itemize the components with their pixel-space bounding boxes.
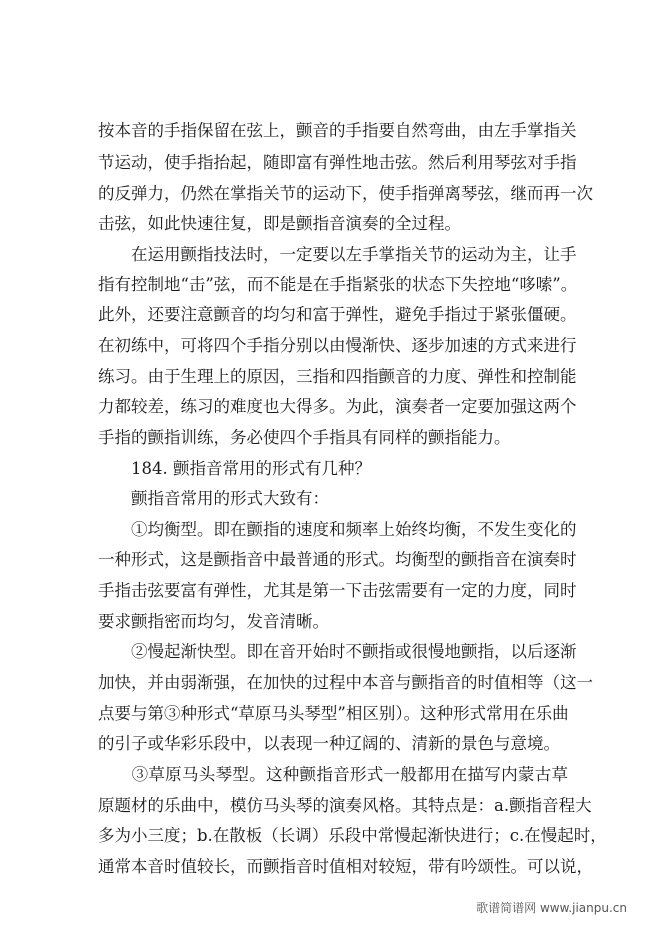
watermark: 歌谱简谱网 www.jianpu.cn (476, 901, 627, 915)
text-line: 在初练中，可将四个手指分别以由慢渐快、逐步加速的方式来进行 (98, 336, 577, 355)
text-line: 通常本音时值较长，而颤指音时值相对较短，带有吟颂性。可以说， (98, 857, 593, 876)
text-line: 练习。由于生理上的原因，三指和四指颤音的力度、弹性和控制能 (98, 367, 577, 386)
text-line: ①均衡型。即在颤指的速度和频率上始终均衡，不发生变化的 (98, 520, 577, 539)
text-line: 一种形式，这是颤指音中最普通的形式。均衡型的颤指音在演奏时 (98, 550, 577, 569)
text-line: 点要与第③种形式“草原马头琴型”相区别）。这种形式常用在乐曲 (98, 704, 569, 723)
text-line: 此外，还要注意颤音的均匀和富于弹性，避免手指过于紧张僵硬。 (98, 305, 577, 324)
text-line: 指有控制地“击”弦，而不能是在手指紧张的状态下失控地“哆嗦”。 (98, 275, 578, 294)
text-line: 颤指音常用的形式大致有： (98, 489, 329, 508)
text-line: ③草原马头琴型。这种颤指音形式一般都用在描写内蒙古草 (98, 765, 568, 784)
text-line: 要求颤指密而均匀，发音清晰。 (98, 612, 329, 631)
text-line: 手指击弦要富有弹性，尤其是第一下击弦需要有一定的力度，同时 (98, 581, 577, 600)
text-line: ②慢起渐快型。即在音开始时不颤指或很慢地颤指，以后逐渐 (98, 642, 577, 661)
text-line: 按本音的手指保留在弦上，颤音的手指要自然弯曲，由左手掌指关 (98, 121, 577, 140)
section-heading: 184. 颤指音常用的形式有几种？ (98, 459, 371, 478)
text-line: 的引子或华彩乐段中，以表现一种辽阔的、清新的景色与意境。 (98, 734, 560, 753)
text-line: 加快，并由弱渐强，在加快的过程中本音与颤指音的时值相等（这一 (98, 673, 593, 692)
text-line: 在运用颤指技法时，一定要以左手掌指关节的运动为主，让手 (98, 245, 577, 264)
text-line: 力都较差，练习的难度也大得多。为此，演奏者一定要加强这两个 (98, 397, 577, 416)
text-line: 手指的颤指训练，务必使四个手指具有同样的颤指能力。 (98, 428, 511, 447)
text-line: 节运动，使手指抬起，随即富有弹性地击弦。然后利用琴弦对手指 (98, 153, 577, 172)
text-line: 击弦，如此快速往复，即是颤指音演奏的全过程。 (98, 214, 461, 233)
text-line: 原题材的乐曲中，模仿马头琴的演奏风格。其特点是：a.颤指音程大 (98, 796, 592, 815)
text-line: 多为小三度；b.在散板（长调）乐段中常慢起渐快进行；c.在慢起时， (98, 826, 607, 845)
text-line: 的反弹力，仍然在掌指关节的运动下，使手指弹离琴弦，继而再一次 (98, 184, 593, 203)
